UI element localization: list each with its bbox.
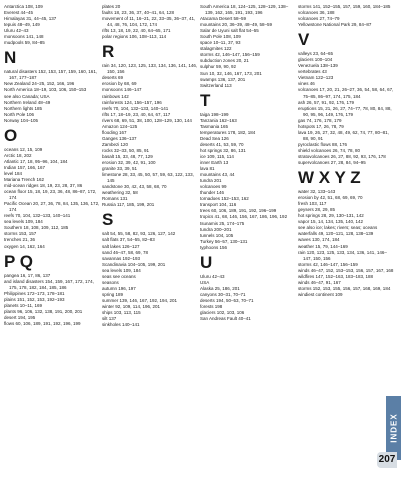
index-entry: volcanoes 99 — [200, 184, 227, 190]
index-entry: Mariana Trench 162 — [4, 176, 45, 182]
index-entry: silt 137 — [102, 316, 117, 322]
index-entry: reefs 70, 104, 132–133, 140–141 — [4, 213, 71, 219]
index-entry: desert 194, 195 — [4, 314, 36, 320]
index-entry: geysers 28, 29, 85 — [298, 207, 336, 213]
index-entry: sand 46–47, 58, 69, 78 — [102, 249, 149, 255]
index-entry: plates 20 — [102, 4, 121, 9]
index-entry: mountains 43, 44 — [200, 172, 235, 178]
index-entry: USA — [200, 279, 210, 285]
index-entry: tundra 200–201 — [200, 226, 232, 232]
index-entry: see also ice; lakes; rivers; seas; oceans — [298, 225, 378, 231]
index-entry: space 10–11, 37, 93 — [200, 40, 241, 46]
index-entry: summer 139, 146, 167, 192, 194, 201 — [102, 297, 178, 303]
index-entry: waterfalls 49, 120–121, 128, 138–139 — [298, 231, 374, 237]
index-entry: Scandinavia 104–105, 199, 201 — [102, 261, 166, 267]
index-entry: Amazon 124–125 — [102, 123, 138, 129]
index-entry: basalt 15, 33, 48, 77, 129 — [102, 153, 153, 159]
index-entry: plains 151, 152, 153, 192–193 — [4, 296, 65, 302]
index-entry: canyons 30–31, 70–71 — [200, 291, 246, 297]
index-entry: stalagmites 122 — [200, 46, 232, 52]
index-entry: subduction zones 20, 21 — [200, 58, 249, 64]
index-entry: hotspots 17, 26, 78, 79 — [298, 123, 344, 129]
index-entry: gas 74, 176, 178, 179 — [298, 117, 342, 123]
index-entry: vapor 15, 14, 134, 135, 140, 142 — [298, 219, 364, 225]
index-entry: granite 33, 39, 51 — [102, 166, 138, 172]
index-entry: Sun 10, 32, 146, 167, 173, 201 — [200, 70, 262, 76]
index-entry: pyroclastic flows 88, 176 — [298, 141, 348, 147]
index-entry: glaciers 102, 103, 106 — [200, 310, 245, 316]
index-entry: see also Canada; USA — [4, 93, 50, 99]
index-entry: tundra 201 — [200, 178, 222, 184]
index-entry: storms 141, 152–155, 157, 159, 160, 184–185 — [298, 4, 391, 9]
index-entry: Everest 44–45 — [4, 10, 34, 16]
index-columns — [4, 4, 392, 474]
index-entry: temperatures 178, 182, 184 — [200, 129, 256, 135]
index-entry: limestone 28, 33, 45, 50, 57, 59, 63, 122, 133, 145 — [102, 172, 194, 184]
index-entry: storms 42, 146–147, 156–159 — [200, 52, 260, 58]
index-entry: North America 18–19, 103, 106, 150–153 — [4, 87, 87, 93]
index-entry: inner Earth 13 — [200, 160, 229, 166]
index-entry: vines 46 — [298, 81, 315, 87]
index-entry: swamps 136, 137, 201 — [200, 76, 246, 82]
index-entry: storms 153, 157 — [4, 231, 37, 237]
section-letter: T — [200, 90, 211, 110]
index-entry: rain 120, 123, 125, 133, 134, 136, 141, 146–147, 150, 156 — [298, 249, 387, 261]
index-entry: deserts 41, 53, 59, 70 — [200, 141, 244, 147]
index-entry: tsunamis 25, 174–175 — [200, 220, 245, 226]
index-entry: rifts 13, 18, 19, 22, 40, 64–65, 171 — [102, 28, 171, 34]
index-entry: storms 152, 153, 155, 156, 157, 168, 169, 184 — [298, 285, 391, 291]
index-entry: rainforests 124, 156–157, 196 — [102, 99, 162, 105]
index-entry: Yellowstone National Park 29, 84–87 — [298, 22, 372, 28]
index-entry: stratovolcanoes 26, 27, 88, 92, 93, 176, 178 — [298, 153, 386, 159]
index-entry: winds 46–47, 91, 167 — [298, 279, 341, 285]
index-entry: sinkholes 140–141 — [102, 322, 140, 328]
index-entry: volcanoes 17, 20, 21, 26–27, 36, 54, 58, 64, 67, 75–85, 86–97, 174, 175, 184 — [298, 87, 394, 99]
index-entry: Philippines 172–173, 178–181 — [4, 290, 65, 296]
index-entry: erosion 32, 39, 42, 91, 100 — [102, 160, 156, 166]
index-entry: rainbows 142 — [102, 93, 129, 99]
index-entry: windiest continent 109 — [298, 291, 343, 297]
section-letter: O — [4, 125, 18, 145]
index-entry: erosion by 42, 51, 68, 69, 69, 70 — [298, 195, 363, 201]
index-entry: level 184 — [4, 170, 23, 176]
index-entry: mid-ocean ridges 18, 19, 23, 28, 37, 86 — [4, 183, 83, 189]
index-entry: Alaska 25, 186, 201 — [200, 285, 240, 291]
index-entry: ash 26, 57, 91, 92, 176, 179 — [298, 99, 355, 105]
index-entry: vertebrates 43 — [298, 69, 327, 75]
index-entry: Tanzania 162–163 — [200, 117, 237, 123]
index-entry: natural disasters 152, 153, 157, 159, 160, 161, 167, 177–187 — [4, 69, 98, 81]
index-entry: Norway 104–105 — [4, 117, 39, 123]
index-entry: Northern Ireland 48–49 — [4, 99, 51, 105]
index-entry: weathering 32, 58 — [102, 190, 138, 196]
index-entry: Antarctica 108, 109 — [4, 4, 43, 9]
index-tab — [386, 396, 401, 460]
index-entry: tornadoes 152–153, 162 — [200, 196, 249, 202]
index-entry: supervolcanoes 27, 28, 84, 94–95 — [298, 160, 366, 166]
index-entry: plants 96, 106, 132, 138, 191, 200, 201 — [4, 308, 83, 314]
index-entry: New Zealand 24–25, 152, 166, 196 — [4, 81, 75, 87]
index-entry: Atlantic 17, 18, 95–96, 104, 184 — [4, 158, 68, 164]
index-entry: forests 198 — [200, 303, 223, 309]
index-entry: mountains 20, 36–39, 48–49, 58–59 — [200, 22, 273, 28]
index-entry: rivers 68, 69, 51, 38, 100, 128–129, 130, 144 — [102, 117, 192, 123]
index-entry: Atacama Desert 58–59 — [200, 16, 247, 22]
index-entry: and island disasters 154, 159, 167, 172, 174, 175, 178, 182, 184, 185, 186 — [4, 278, 94, 290]
section-letter: R — [102, 42, 115, 62]
section-letter: S — [102, 210, 114, 230]
index-entry: sea levels 109, 184 — [4, 219, 43, 225]
index-entry: Southern 18, 108, 109, 112, 185 — [4, 225, 69, 231]
index-entry: Salar de Uyuni salt flat 54–55 — [200, 28, 259, 34]
index-entry: typhoons 156 — [200, 244, 228, 250]
index-column-4 — [298, 4, 394, 298]
index-entry: monsoons 141, 148 — [4, 34, 44, 40]
section-letter: U — [200, 252, 213, 272]
index-entry: monsoons 146–147 — [102, 87, 142, 93]
index-tab-label: INDEX — [389, 413, 398, 443]
index-entry: Zambezi 120 — [102, 141, 129, 147]
index-entry: weather 15, 79, 144–169 — [298, 243, 348, 249]
index-entry: Ganges 136–137 — [102, 135, 137, 141]
index-entry: taiga 198–199 — [200, 111, 229, 117]
index-entry: Russia 117, 185, 199, 201 — [102, 202, 155, 208]
index-column-1 — [4, 4, 100, 327]
index-entry: ocean floor 15, 18, 19, 23, 36, 48, 86–87, 172, 174 — [4, 189, 97, 201]
index-entry: volcanoes 36, 188 — [298, 10, 335, 16]
index-entry: oxygen 14, 162, 164 — [4, 243, 45, 249]
index-entry: Arctic 18, 202 — [4, 152, 32, 158]
index-entry: storms 42, 146–147, 156–159 — [298, 261, 358, 267]
index-entry: lava 81 — [200, 166, 215, 172]
index-entry: sea levels 109, 184 — [102, 267, 141, 273]
index-entry: waves 130, 174, 184 — [298, 237, 340, 243]
index-entry: pangea 16, 17, 86, 137 — [4, 272, 51, 278]
section-letter: P Q — [4, 251, 33, 271]
index-entry: Turkey 56–57, 130–131 — [200, 238, 248, 244]
index-entry: Northern lights 185 — [4, 105, 43, 111]
index-entry: mudpools 59, 84–85 — [4, 40, 45, 46]
index-entry: shield volcanoes 26, 74, 78, 80 — [298, 147, 361, 153]
index-entry: sulphur 59, 90, 92 — [200, 64, 237, 70]
index-entry: hot springs 32, 86, 131 — [200, 147, 246, 153]
index-entry: reefs 70, 104, 132–133, 140–141 — [102, 105, 169, 111]
index-entry: valleys 23, 64–65 — [298, 51, 334, 57]
index-entry: sandstone 30, 42, 43, 58, 68, 70 — [102, 184, 167, 190]
index-column-2 — [102, 4, 198, 328]
index-entry: seasons — [102, 279, 119, 285]
index-entry: tropics 41, 68, 146, 156, 167, 186, 196, 192 — [200, 214, 288, 220]
index-entry: Uluru 42–43 — [200, 273, 225, 279]
index-entry: Vietnam 122–123 — [298, 75, 334, 81]
index-entry: salt 54, 55, 58, 82, 93, 126, 127, 142 — [102, 231, 176, 237]
index-entry: planets 10–11, 169 — [4, 302, 42, 308]
index-entry: rain 34, 120, 123, 125, 133, 134, 136, 141, 146, 150, 156 — [102, 63, 198, 75]
index-entry: trees 60, 106, 189, 191, 192, 196–199 — [200, 208, 277, 214]
index-entry: Romans 131 — [102, 196, 128, 202]
index-entry: Indian 157, 166, 167 — [4, 164, 46, 170]
index-entry: erosion by 68, 69 — [102, 81, 137, 87]
index-entry: Venezuela 138–139 — [298, 63, 338, 69]
index-entry: deserts 69 — [102, 75, 124, 81]
index-entry: tepuis 48–49, 149 — [4, 22, 40, 28]
index-entry: Dead Sea 126 — [200, 135, 229, 141]
index-entry: San Andreas Fault 40–41 — [200, 316, 251, 322]
index-entry: ships 103, 113, 115 — [102, 310, 141, 316]
section-letter: V — [298, 30, 310, 50]
index-entry: faults 18, 23, 36, 37, 40–41, 64, 128 — [102, 10, 175, 16]
index-entry: South Pole 108, 109 — [200, 34, 241, 40]
index-entry: wildfires 147, 152–163, 183–183, 188 — [298, 273, 374, 279]
section-letter: N — [4, 48, 17, 68]
section-letter: W X Y Z — [298, 168, 361, 188]
index-entry: flooding 167 — [102, 129, 127, 135]
index-entry: volcanoes 27, 74–79 — [298, 16, 340, 22]
index-entry: tunnels 104, 105 — [200, 232, 234, 238]
index-entry: salt flats 37, 54–55, 82–83 — [102, 237, 155, 243]
index-entry: oceans 12, 15, 109 — [4, 146, 43, 152]
index-entry: Himalayas 31, 44–45, 137 — [4, 16, 57, 22]
index-entry: trenches 21, 36 — [4, 237, 36, 243]
index-entry: ice 109, 115, 114 — [200, 153, 234, 159]
index-entry: lava 19, 26, 27, 32, 48, 49, 62, 74, 77, 80–81, 88, 90, 91 — [298, 129, 389, 141]
index-entry: Pacific Ocean 20, 27, 36, 78, 84, 135, 136, 172, 174 — [4, 201, 100, 213]
index-entry: spring 189 — [102, 291, 124, 297]
index-entry: North Pole 106 — [4, 111, 35, 117]
index-entry: polar regions 106, 108–113, 114 — [102, 34, 167, 40]
index-entry: Tasmania 165 — [200, 123, 229, 129]
index-entry: Uluru 42–43 — [4, 28, 29, 34]
index-entry: hot springs 28, 29, 130–131, 142 — [298, 213, 364, 219]
index-entry: savannas 192–193 — [102, 255, 141, 261]
index-entry: South America 18, 124–125, 128–129, 138–139, 162, 165, 191, 193, 196 — [200, 4, 289, 16]
index-entry: flows 60, 106, 189, 191, 192, 196, 199 — [4, 320, 81, 326]
index-entry: salt lakes 126–127 — [102, 243, 140, 249]
index-entry: rocks 32–33, 50, 85, 91 — [102, 147, 150, 153]
index-entry: movement of 11, 16–21, 22, 33–35, 36–37, 41, 44, 48, 76, 104, 172, 174 — [102, 16, 196, 28]
index-entry: winter 92, 109, 114, 196, 201 — [102, 303, 160, 309]
index-column-3 — [200, 4, 296, 322]
index-entry: eruptions 15, 21, 26, 27, 74–77, 78, 80, 84, 88, 90, 95, 96, 149, 176, 179 — [298, 105, 392, 117]
index-entry: winds 46–47, 152, 153–153, 156, 157, 167, 168 — [298, 267, 394, 273]
index-entry: seas see oceans — [102, 273, 136, 279]
index-entry: thunder 146 — [200, 190, 225, 196]
index-entry: water 32, 133–143 — [298, 189, 336, 195]
index-entry: Switzerland 113 — [200, 82, 232, 88]
index-entry: transport 104, 116 — [200, 202, 237, 208]
page-number: 207 — [377, 452, 397, 468]
index-entry: autumn 196, 197 — [102, 285, 136, 291]
index-entry: glaciers 100–104 — [298, 57, 333, 63]
index-entry: rifts 17, 18–19, 23, 40, 64, 67, 117 — [102, 111, 171, 117]
index-entry: deserts 194, 50–53, 70–71 — [200, 297, 254, 303]
index-entry: fresh 103, 117 — [298, 201, 327, 207]
